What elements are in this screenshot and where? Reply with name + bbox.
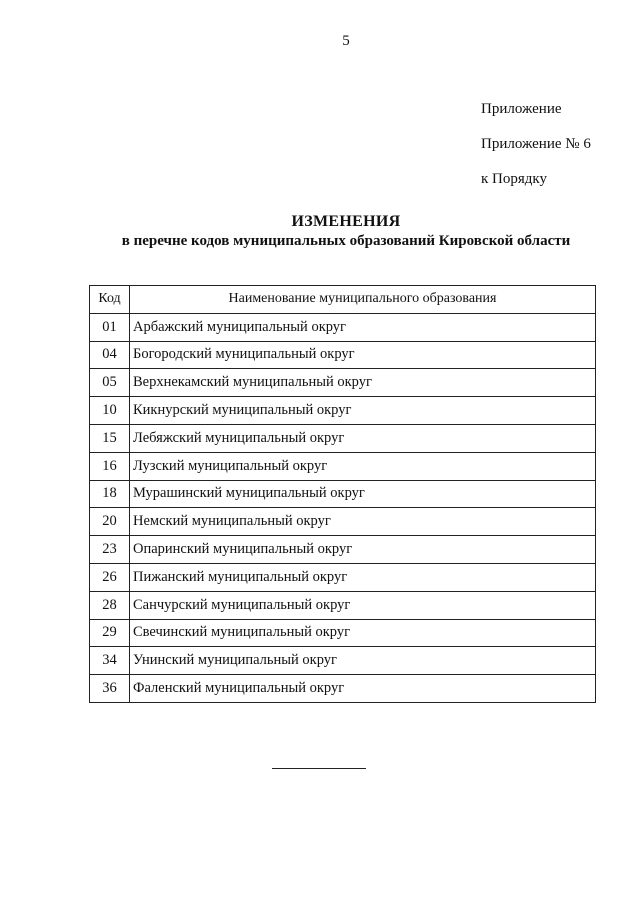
table-row [90,619,596,647]
table-row [90,369,596,397]
name-cell: Кикнурский муниципальный округ [130,397,596,425]
table-row [90,647,596,675]
table-row [90,452,596,480]
name-cell: Лузский муниципальный округ [130,452,596,480]
annex-label: Приложение [481,101,562,117]
code-cell: 04 [90,341,130,369]
document-title: ИЗМЕНЕНИЯ [291,213,401,230]
name-cell: Богородский муниципальный округ [130,341,596,369]
code-cell: 01 [90,313,130,341]
code-cell: 23 [90,536,130,564]
name-cell: Верхнекамский муниципальный округ [130,369,596,397]
code-cell: 10 [90,397,130,425]
table-row [90,563,596,591]
name-cell: Фаленский муниципальный округ [130,675,596,703]
table-row [90,480,596,508]
annex-reference: к Порядку [481,171,547,187]
document-subtitle: в перечне кодов муниципальных образований Кировской области [121,233,571,249]
name-cell: Немский муниципальный округ [130,508,596,536]
page-number: 5 [342,33,350,49]
table-header-row [90,286,596,314]
code-cell: 34 [90,647,130,675]
end-of-document-divider [272,768,366,769]
code-cell: 15 [90,424,130,452]
code-cell: 05 [90,369,130,397]
table-row [90,591,596,619]
table-row [90,675,596,703]
annex-number: Приложение № 6 [481,136,591,152]
code-cell: 18 [90,480,130,508]
name-cell: Опаринский муниципальный округ [130,536,596,564]
code-cell: 20 [90,508,130,536]
code-cell: 26 [90,563,130,591]
name-cell: Унинский муниципальный округ [130,647,596,675]
code-cell: 29 [90,619,130,647]
table-row [90,508,596,536]
table-row [90,341,596,369]
annex-block [481,99,591,204]
name-cell: Лебяжский муниципальный округ [130,424,596,452]
name-cell: Арбажский муниципальный округ [130,313,596,341]
table-row [90,397,596,425]
name-cell: Санчурский муниципальный округ [130,591,596,619]
municipality-codes-table [89,285,596,703]
column-header-code: Код [90,286,130,314]
name-cell: Свечинский муниципальный округ [130,619,596,647]
code-cell: 28 [90,591,130,619]
table-row [90,313,596,341]
code-cell: 36 [90,675,130,703]
name-cell: Пижанский муниципальный округ [130,563,596,591]
document-heading [0,212,640,250]
name-cell: Мурашинский муниципальный округ [130,480,596,508]
code-cell: 16 [90,452,130,480]
column-header-name: Наименование муниципального образования [130,286,596,314]
table-row [90,536,596,564]
table-row [90,424,596,452]
